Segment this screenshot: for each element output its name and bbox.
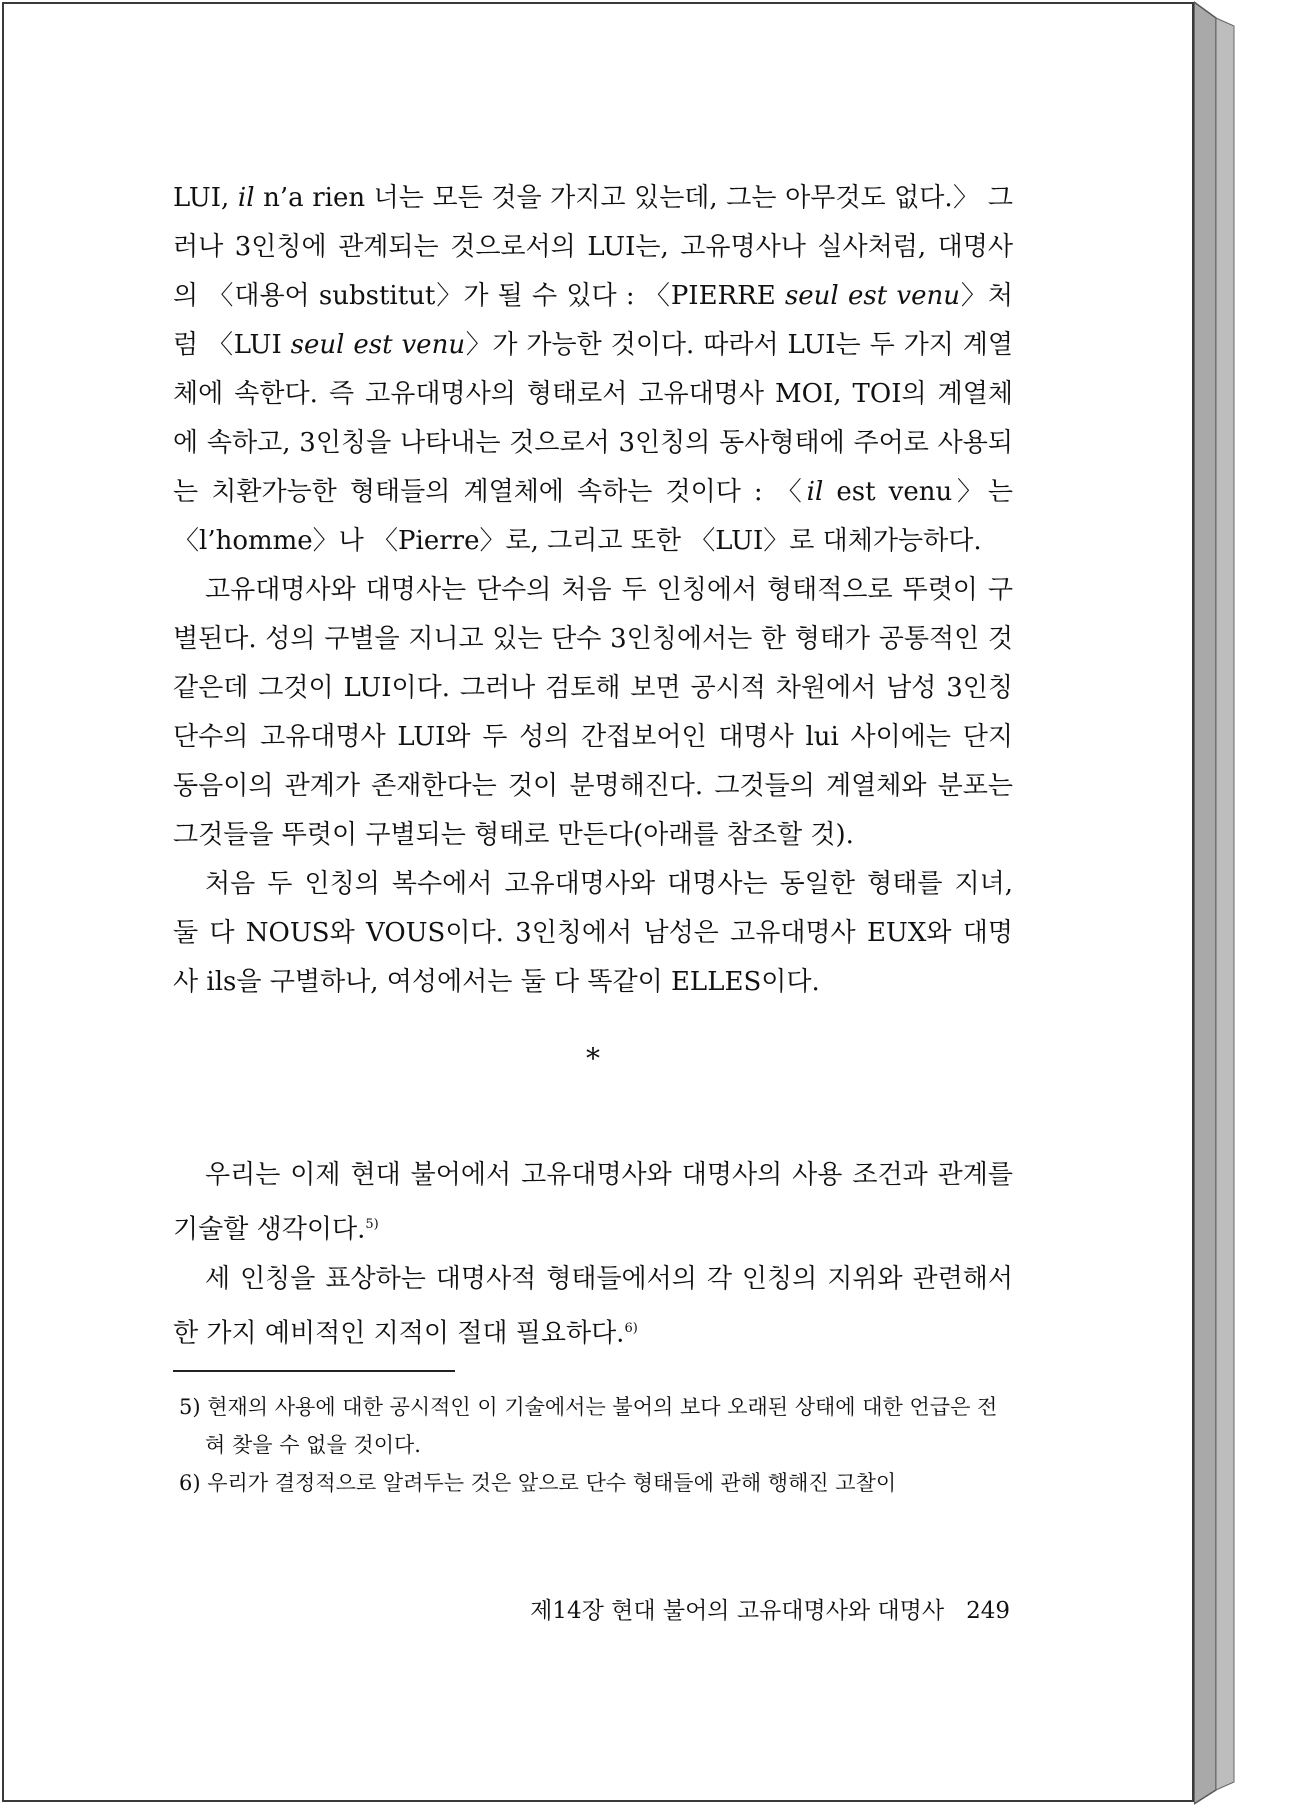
- text-run: 세 인칭을 표상하는 대명사적 형태들에서의 각 인칭의 지위와 관련해서 한 가지 예비적인 지적이 절대 필요하다.: [173, 1263, 1013, 1349]
- text-run: 〉가 가능한 것이다. 따라서 LUI는 두 가지 계열체에 속한다. 즉 고유대명사의 형태로서 고유대명사 MOI, TOI의 계열체에 속하고, 3인칭을 나타내는 것으로서 3인칭의 동사형태에 주어로 사용되는 치환가능한 형태들의 계열체에 속하는 것이다 : 〈: [173, 330, 1014, 507]
- paragraph-p4: [173, 1151, 1013, 1255]
- italic-text: seul est venu: [784, 281, 960, 311]
- italic-text: il: [237, 183, 255, 213]
- footnote-fn5: 5) 현재의 사용에 대한 공시적인 이 기술에서는 불어의 보다 오래된 상태에 대한 언급은 전혀 찾을 수 없을 것이다.: [179, 1395, 998, 1458]
- paragraph-p5: [173, 1255, 1013, 1359]
- italic-text: il: [806, 477, 824, 507]
- footnote-reference: 6): [624, 1320, 638, 1336]
- paragraph-p2: [173, 566, 1013, 860]
- footnotes: [173, 1388, 1013, 1502]
- paragraph-p1: [173, 174, 1013, 566]
- page-content: [173, 174, 1013, 1502]
- text-run: est venu〉는 〈l’homme〉나 〈Pierre〉로, 그리고 또한 〈LUI〉로 대체가능하다.: [173, 477, 1013, 556]
- text-run: 〉처럼 〈LUI: [173, 281, 1014, 360]
- footnote-reference: 5): [365, 1217, 379, 1232]
- footnote-fn6: 6) 우리가 결정적으로 알려두는 것은 앞으로 단수 형태들에 관해 행해진 고찰이: [179, 1471, 897, 1496]
- text-run: LUI,: [173, 183, 238, 213]
- text-run: 처음 두 인칭의 복수에서 고유대명사와 대명사는 동일한 형태를 지녀, 둘 다 NOUS와 VOUS이다. 3인칭에서 남성은 고유대명사 EUX와 대명사 ils을 구별하나, 여성에서는 둘 다 똑같이 ELLES이다.: [173, 869, 1013, 997]
- section-separator: *: [586, 1042, 600, 1075]
- text-run: 우리는 이제 현대 불어에서 고유대명사와 대명사의 사용 조건과 관계를 기술할 생각이다.: [173, 1160, 1013, 1245]
- page-edge-shadow: [1194, 0, 1252, 1806]
- page-number: 249: [966, 1598, 1010, 1624]
- body-text: [173, 174, 1013, 1007]
- paragraph-p3: [173, 860, 1013, 1007]
- body-text-continued: [173, 1151, 1013, 1358]
- running-footer-chapter: 제14장 현대 불어의 고유대명사와 대명사: [530, 1598, 945, 1624]
- footnote-rule: [173, 1370, 455, 1372]
- italic-text: seul est venu: [290, 330, 466, 360]
- text-run: n’a rien 너는 모든 것을 가지고 있는데, 그는 아무것도 없다.〉 그러나 3인칭에 관계되는 것으로서의 LUI는, 고유명사나 실사처럼, 대명사의 〈대용어 substitut〉가 될 수 있다 : 〈PIERRE: [173, 183, 1014, 311]
- text-run: 고유대명사와 대명사는 단수의 처음 두 인칭에서 형태적으로 뚜렷이 구별된다. 성의 구별을 지니고 있는 단수 3인칭에서는 한 형태가 공통적인 것 같은데 그것이 LUI이다. 그러나 검토해 보면 공시적 차원에서 남성 3인칭 단수의 고유대명사 LUI와 두 성의 간접보어인 대명사 lui 사이에는 단지 동음이의 관계가 존재한다는 것이 분명해진다. 그것들의 계열체와 분포는 그것들을 뚜렷이 구별되는 형태로 만든다(아래를 참조할 것).: [173, 575, 1013, 850]
- page-footer: [450, 1592, 1010, 1625]
